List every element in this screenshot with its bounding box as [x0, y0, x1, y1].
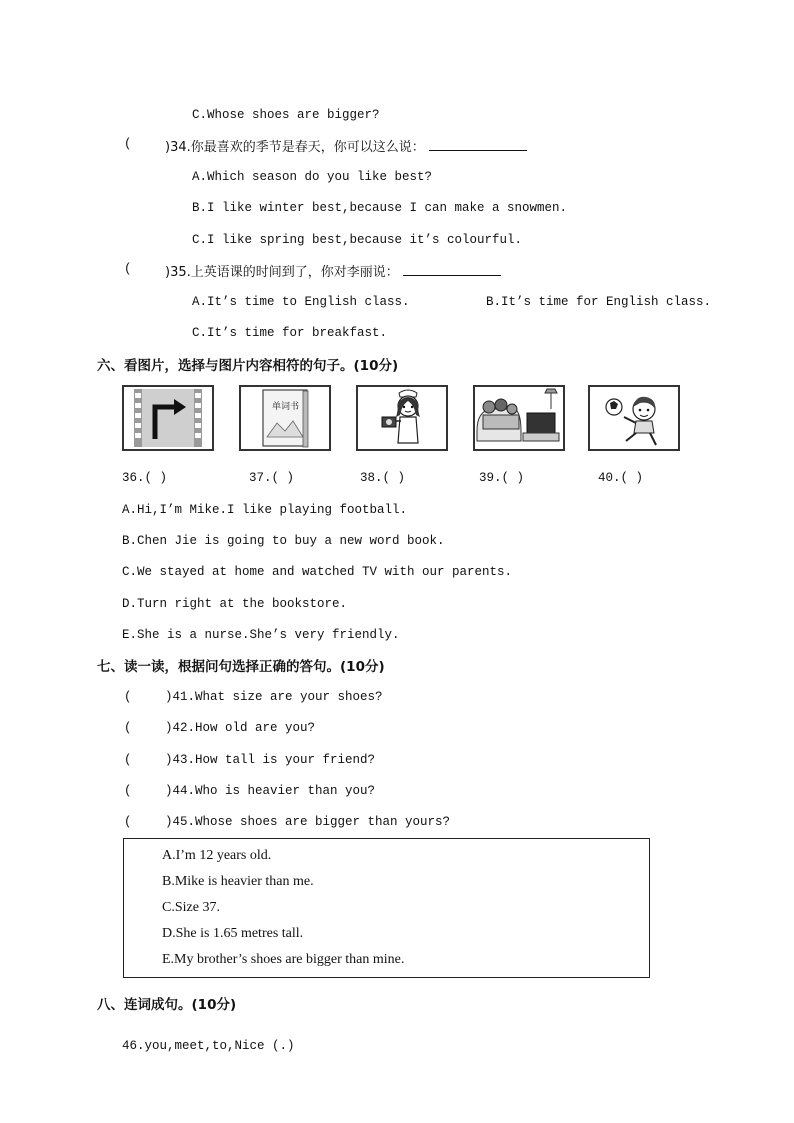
- boy-playing-football-icon: [590, 387, 678, 449]
- q41-text: )41.What size are your shoes?: [165, 690, 383, 704]
- picture-40: [588, 385, 680, 451]
- label-38[interactable]: 38.( ): [360, 471, 406, 485]
- q34-answer-blank[interactable]: [429, 138, 527, 151]
- section6-option-d: D.Turn right at the bookstore.: [122, 597, 348, 611]
- answer-e: E.My brother’s shoes are bigger than mine.: [162, 952, 405, 967]
- q35-stem-text: )35.上英语课的时间到了，你对李丽说：: [165, 265, 399, 280]
- q35-option-b: B.It’s time for English class.: [486, 295, 712, 309]
- q35-stem: [165, 261, 501, 280]
- answer-a: A.I’m 12 years old.: [162, 848, 272, 863]
- q35-answer-blank[interactable]: [403, 263, 501, 276]
- q34-stem-text: )34.你最喜欢的季节是春天，你可以这么说：: [165, 140, 425, 155]
- turn-right-road-sign-icon: [124, 387, 212, 449]
- label-36[interactable]: 36.( ): [122, 471, 168, 485]
- q33-option-c: C.Whose shoes are bigger?: [192, 108, 380, 122]
- word-book-icon: [241, 387, 329, 449]
- picture-37: [239, 385, 331, 451]
- answer-c: C.Size 37.: [162, 900, 220, 915]
- section8-title: 八、连词成句。(10分): [97, 997, 237, 1013]
- q45-text: )45.Whose shoes are bigger than yours?: [165, 815, 451, 829]
- section7-title: 七、读一读，根据问句选择正确的答句。(10分): [97, 659, 385, 675]
- q34-stem: [165, 136, 527, 155]
- picture-39: [473, 385, 565, 451]
- label-40[interactable]: 40.( ): [598, 471, 644, 485]
- q46-text: 46.you,meet,to,Nice (.): [122, 1039, 295, 1053]
- word-book-title: 单词书: [272, 402, 300, 412]
- section6-option-e: E.She is a nurse.She’s very friendly.: [122, 628, 400, 642]
- answer-options-box: [123, 838, 650, 978]
- label-39[interactable]: 39.( ): [479, 471, 525, 485]
- q34-option-c: C.I like spring best,because it’s colourful.: [192, 233, 523, 247]
- q43-answer-paren[interactable]: (: [124, 753, 132, 767]
- section6-option-c: C.We stayed at home and watched TV with our parents.: [122, 565, 513, 579]
- section6-option-b: B.Chen Jie is going to buy a new word book.: [122, 534, 445, 548]
- q45-answer-paren[interactable]: (: [124, 815, 132, 829]
- family-watching-tv-icon: [475, 387, 563, 449]
- label-37[interactable]: 37.( ): [249, 471, 295, 485]
- q35-option-a: A.It’s time to English class.: [192, 295, 410, 309]
- section6-title: 六、看图片，选择与图片内容相符的句子。(10分): [97, 358, 399, 374]
- q44-answer-paren[interactable]: (: [124, 784, 132, 798]
- picture-38: [356, 385, 448, 451]
- answer-b: B.Mike is heavier than me.: [162, 874, 314, 889]
- picture-36: [122, 385, 214, 451]
- q42-text: )42.How old are you?: [165, 721, 316, 735]
- q35-option-c: C.It’s time for breakfast.: [192, 326, 388, 340]
- q41-answer-paren[interactable]: (: [124, 690, 132, 704]
- q34-answer-paren[interactable]: (: [124, 137, 132, 151]
- q34-option-a: A.Which season do you like best?: [192, 170, 433, 184]
- q35-answer-paren[interactable]: (: [124, 262, 132, 276]
- q44-text: )44.Who is heavier than you?: [165, 784, 376, 798]
- answer-d: D.She is 1.65 metres tall.: [162, 926, 304, 941]
- q34-option-b: B.I like winter best,because I can make a snowmen.: [192, 201, 568, 215]
- nurse-girl-camera-icon: [358, 387, 446, 449]
- section6-option-a: A.Hi,I’m Mike.I like playing football.: [122, 503, 408, 517]
- q42-answer-paren[interactable]: (: [124, 721, 132, 735]
- q43-text: )43.How tall is your friend?: [165, 753, 376, 767]
